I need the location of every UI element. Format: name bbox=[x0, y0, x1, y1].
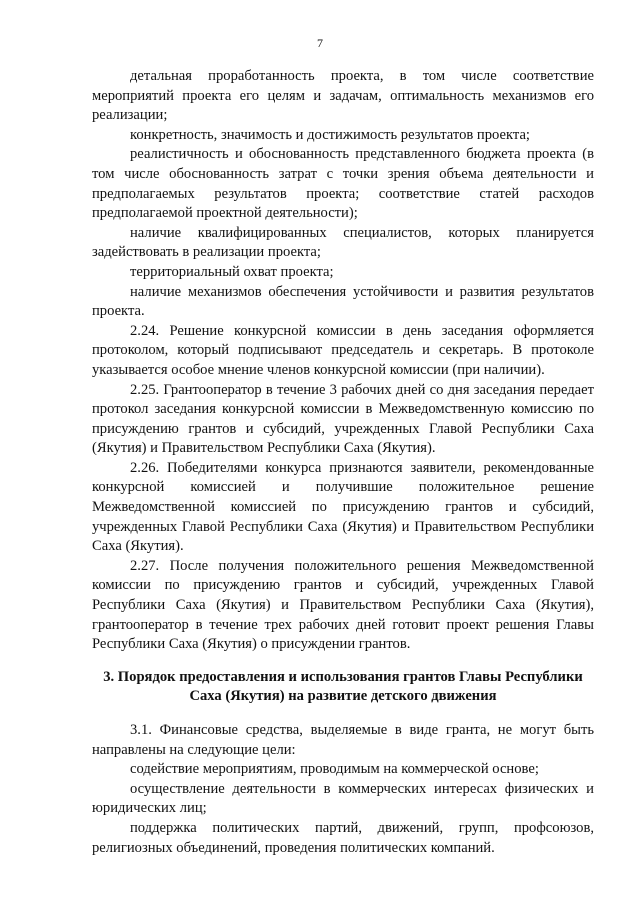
restriction-commercial-interests: осуществление деятельности в коммерческих интересах физических и юридических лиц; bbox=[92, 780, 594, 817]
clause-2-25: 2.25. Грантооператор в течение 3 рабочих дней со дня заседания передает протокол заседания конкурсной комиссии в Межведомственную комиссию по присуждению грантов и субсидий, учрежденных Главой Республики Саха (Якутия) и Правительством Республики Саха (Якутия). bbox=[92, 381, 594, 457]
clause-2-24: 2.24. Решение конкурсной комиссии в день заседания оформляется протоколом, который подписывают председатель и секретарь. В протоколе указывается особое мнение членов конкурсной комиссии (при наличии). bbox=[92, 322, 594, 378]
section-3-heading: 3. Порядок предоставления и использования грантов Главы Республики Саха (Якутия) на развитие детского движения bbox=[103, 668, 583, 705]
page-number: 7 bbox=[317, 36, 323, 50]
restriction-commercial-events: содействие мероприятиям, проводимым на коммерческой основе; bbox=[130, 761, 539, 778]
criterion-territory: территориальный охват проекта; bbox=[130, 263, 334, 280]
criterion-results: конкретность, значимость и достижимость результатов проекта; bbox=[130, 126, 530, 143]
criterion-budget: реалистичность и обоснованность представленного бюджета проекта (в том числе обоснованность затрат с точки зрения объема деятельности и предполагаемых результатов проекта; соответствие статей расходов предполагаемой проектной деятельности); bbox=[92, 146, 594, 222]
criterion-detail: детальная проработанность проекта, в том числе соответствие мероприятий проекта его целям и задачам, оптимальность механизмов его реализации; bbox=[92, 68, 594, 124]
criterion-specialists: наличие квалифицированных специалистов, которых планируется задействовать в реализации проекта; bbox=[92, 224, 594, 261]
clause-2-27: 2.27. После получения положительного решения Межведомственной комиссии по присуждению грантов и субсидий, учрежденных Главой Республики Саха (Якутия) и Правительством Республики Саха (Якутия), грантооператор в течение трех рабочих дней готовит проект решения Главы Республики Саха (Якутия) о присуждении грантов. bbox=[92, 557, 594, 653]
criterion-sustainability: наличие механизмов обеспечения устойчивости и развития результатов проекта. bbox=[92, 283, 594, 320]
restriction-political: поддержка политических партий, движений, групп, профсоюзов, религиозных объединений, проведения политических компаний. bbox=[92, 819, 594, 856]
document-body bbox=[92, 67, 594, 858]
clause-2-26: 2.26. Победителями конкурса признаются заявители, рекомендованные конкурсной комиссией и получившие положительное решение Межведомственной комиссией по присуждению грантов и субсидий, учрежденных Главой Республики Саха (Якутия) и Правительством Республики Саха (Якутия). bbox=[92, 459, 594, 555]
clause-3-1: 3.1. Финансовые средства, выделяемые в виде гранта, не могут быть направлены на следующие цели: bbox=[92, 722, 594, 758]
